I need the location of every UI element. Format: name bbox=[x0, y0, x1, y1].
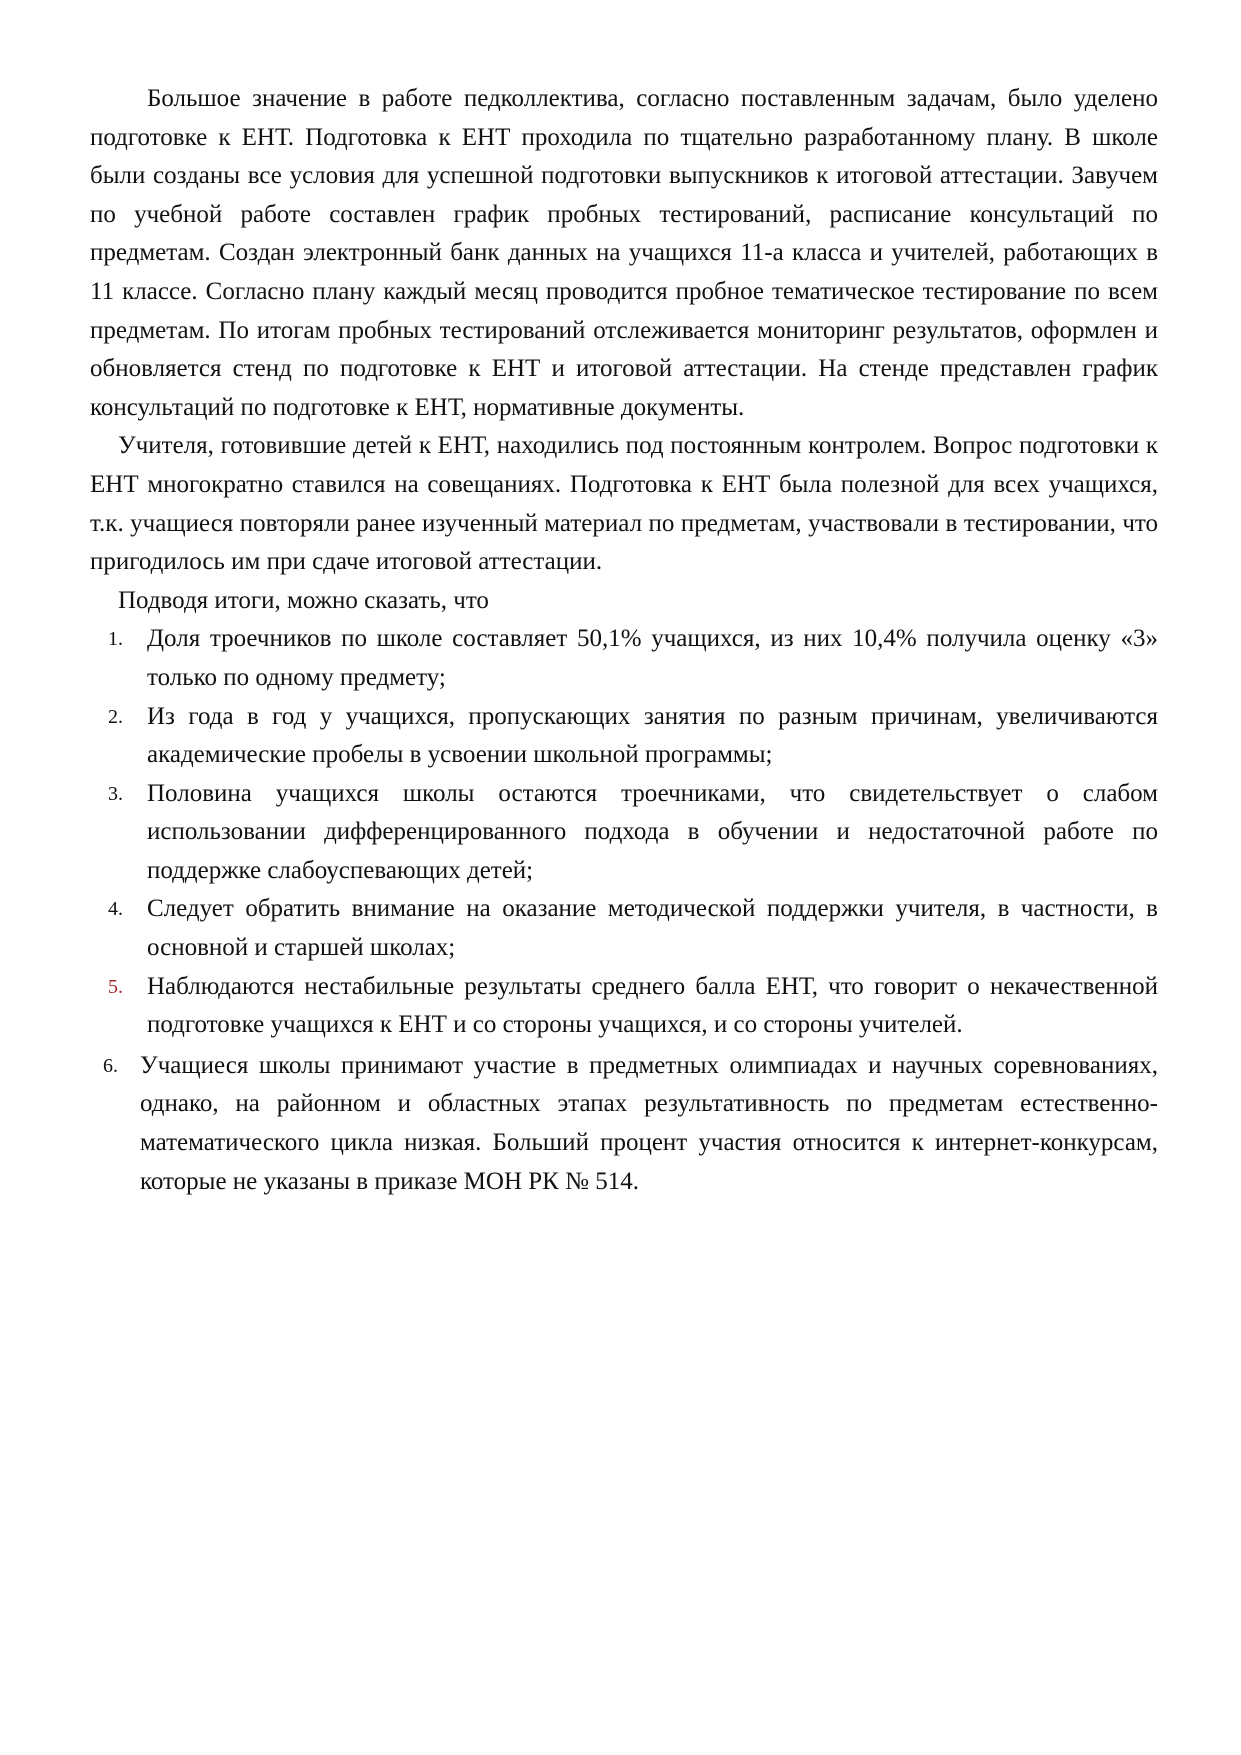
list-item-number: 2. bbox=[108, 705, 123, 728]
paragraph-summary-intro: Подводя итоги, можно сказать, что bbox=[118, 586, 489, 614]
list-item-number: 3. bbox=[108, 782, 123, 805]
list-item-text: Следует обратить внимание на оказание методической поддержки учителя, в частности, в основной и старшей школах; bbox=[147, 895, 1158, 962]
paragraph-teacher-control: Учителя, готовившие детей к ЕНТ, находились под постоянным контролем. Вопрос подготовки к ЕНТ многократно ставился на совещаниях. Подготовка к ЕНТ была полезной для всех учащихся, т.к. учащиеся повторяли ранее изученный материал по предметам, участвовали в тестировании, что пригодилось им при сдаче итоговой аттестации. bbox=[90, 432, 1158, 576]
list-item-text: Наблюдаются нестабильные результаты среднего балла ЕНТ, что говорит о некачественной подготовке учащихся к ЕНТ и со стороны учащихся, и со стороны учителей. bbox=[147, 972, 1158, 1039]
list-item-number: 1. bbox=[108, 628, 123, 651]
list-item bbox=[90, 890, 1158, 967]
list-item bbox=[90, 698, 1158, 775]
list-item-number: 5. bbox=[108, 975, 123, 998]
list-item-text: Учащиеся школы принимают участие в предметных олимпиадах и научных соревнованиях, однако, на районном и областных этапах результативность по предметам естественно-математического цикла низкая. Больший процент участия относится к интернет-конкурсам, которые не указаны в приказе МОН РК № 514. bbox=[140, 1051, 1158, 1195]
list-item-text: Доля троечников по школе составляет 50,1% учащихся, из них 10,4% получила оценку «3» только по одному предмету; bbox=[147, 625, 1158, 691]
list-item bbox=[90, 968, 1158, 1045]
paragraph-ent-preparation: Большое значение в работе педколлектива, согласно поставленным задачам, было уделено подготовке к ЕНТ. Подготовка к ЕНТ проходила по тщательно разработанному плану. В школе были созданы все условия для успешной подготовки выпускников к итоговой аттестации. Завучем по учебной работе составлен график пробных тестирований, расписание консультаций по предметам. Создан электронный банк данных на учащихся 11-а класса и учителей, работающих в 11 классе. Согласно плану каждый месяц проводится пробное тематическое тестирование по всем предметам. По итогам пробных тестирований отслеживается мониторинг результатов, оформлен и обновляется стенд по подготовке к ЕНТ и итоговой аттестации. На стенде представлен график консультаций по подготовке к ЕНТ, нормативные документы. bbox=[90, 85, 1158, 421]
list-item-number: 4. bbox=[108, 898, 123, 921]
list-item bbox=[90, 1047, 1158, 1201]
list-item-text: Из года в год у учащихся, пропускающих занятия по разным причинам, увеличиваются академические пробелы в усвоении школьной программы; bbox=[147, 702, 1158, 769]
list-item-number: 6. bbox=[103, 1054, 118, 1077]
list-item bbox=[90, 775, 1158, 891]
document-body bbox=[90, 80, 1158, 1201]
conclusions-list bbox=[90, 620, 1158, 1201]
list-item-text: Половина учащихся школы остаются троечниками, что свидетельствует о слабом использовании дифференцированного подхода в обучении и недостаточной работе по поддержке слабоуспевающих детей; bbox=[147, 779, 1158, 884]
list-item bbox=[90, 620, 1158, 697]
